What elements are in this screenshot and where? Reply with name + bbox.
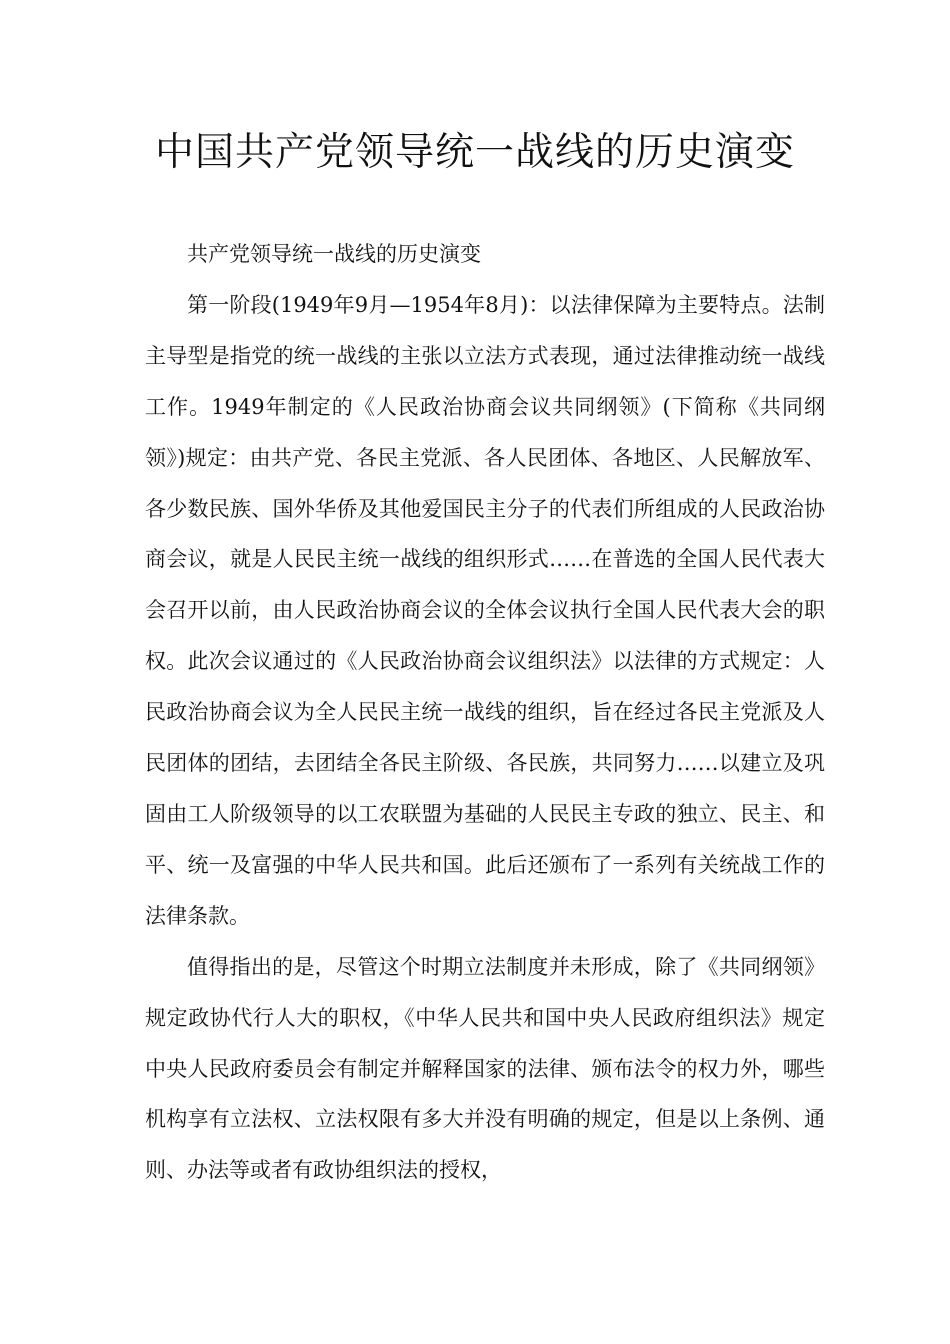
paragraph-notable-point: 值得指出的是，尽管这个时期立法制度并未形成，除了《共同纲领》规定政协代行人大的职权，《中华人民共和国中央人民政府组织法》规定中央人民政府委员会有制定并解释国家的法律、颁布法令的权力外，哪些机构享有立法权、立法权限有多大并没有明确的规定，但是以上条例、通则、办法等或者有政协组织法的授权，: [145, 954, 825, 1183]
paragraph-first-stage: 第一阶段(1949年9月—1954年8月)：以法律保障为主要特点。法制主导型是指党的统一战线的主张以立法方式表现，通过法律推动统一战线工作。1949年制定的《人民政治协商会议共同纲领》(下简称《共同纲领》)规定：由共产党、各民主党派、各人民团体、各地区、人民解放军、各少数民族、国外华侨及其他爱国民主分子的代表们所组成的人民政治协商会议，就是人民民主统一战线的组织形式……在普选的全国人民代表大会召开以前，由人民政治协商会议的全体会议执行全国人民代表大会的职权。此次会议通过的《人民政治协商会议组织法》以法律的方式规定：人民政治协商会议为全人民民主统一战线的组织，旨在经过各民主党派及人民团体的团结，去团结全各民主阶级、各民族，共同努力……以建立及巩固由工人阶级领导的以工农联盟为基础的人民民主专政的独立、民主、和平、统一及富强的中华人民共和国。此后还颁布了一系列有关统战工作的法律条款。: [145, 292, 825, 928]
paragraph-subtitle: 共产党领导统一战线的历史演变: [187, 242, 481, 266]
document-body: [145, 229, 825, 1196]
document-title: 中国共产党领导统一战线的历史演变: [154, 130, 795, 175]
